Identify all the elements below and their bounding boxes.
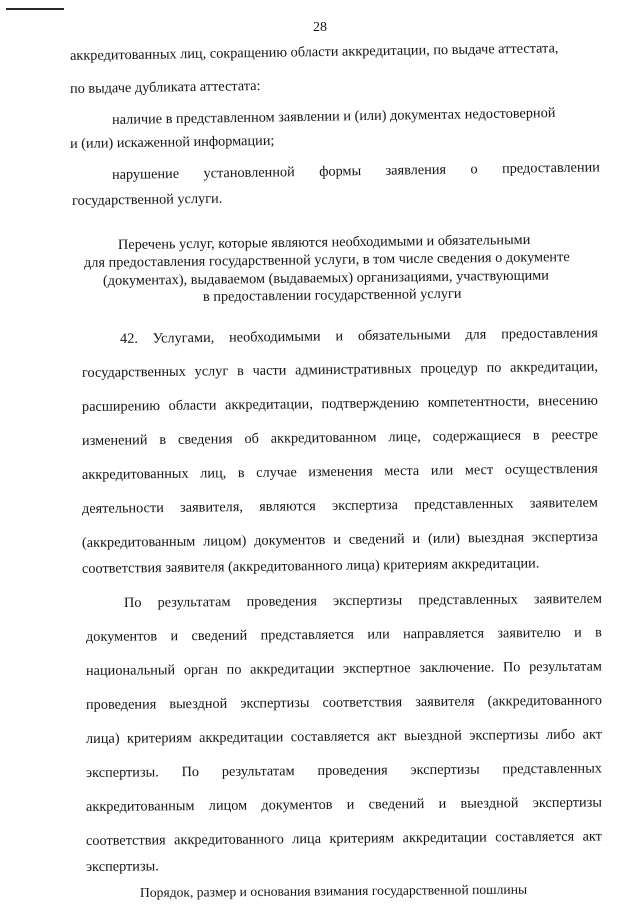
word: выездной bbox=[169, 695, 228, 713]
word: содержащиеся bbox=[432, 427, 522, 445]
word: в bbox=[532, 427, 540, 444]
word: акт bbox=[377, 728, 397, 745]
word: об bbox=[244, 430, 259, 448]
word: аккредитации, bbox=[224, 396, 313, 414]
word: установленной bbox=[203, 164, 295, 182]
word: и bbox=[170, 628, 179, 645]
word: заявителем bbox=[529, 494, 599, 512]
word: сведений bbox=[348, 531, 405, 548]
word: лице, bbox=[388, 428, 421, 446]
word: выездной bbox=[403, 727, 462, 745]
word: экспертизы bbox=[469, 727, 539, 744]
word: выездной bbox=[460, 795, 519, 812]
word: аккредитации bbox=[199, 729, 284, 747]
page-number: 28 bbox=[313, 20, 327, 35]
word: аккредитованных bbox=[81, 465, 189, 483]
word: части bbox=[252, 362, 287, 379]
word: в bbox=[595, 624, 602, 641]
word: представленных bbox=[418, 591, 518, 609]
word: лицом) bbox=[203, 532, 247, 550]
heading-line: (документах), выдаваемом (выдаваемых) организациями, участвующими bbox=[102, 267, 549, 289]
paragraph-line bbox=[82, 426, 598, 450]
word: экспертиза bbox=[531, 528, 598, 546]
word: заключение. bbox=[419, 659, 495, 677]
word: и bbox=[346, 796, 355, 813]
heading-line: Перечень услуг, которые являются необходимыми и обязательными bbox=[117, 231, 531, 253]
list-item-line: и (или) искаженной информации; bbox=[69, 132, 275, 152]
word: (аккредитованным bbox=[81, 533, 196, 551]
heading-line: в предоставлении государственной услуги bbox=[202, 285, 462, 305]
word: проведения bbox=[317, 762, 388, 779]
word: либо bbox=[545, 726, 576, 743]
word: сведений bbox=[191, 627, 248, 645]
word: лиц, bbox=[200, 465, 227, 482]
word: По bbox=[502, 659, 521, 676]
word: заявителя bbox=[415, 693, 475, 711]
word: в bbox=[236, 363, 244, 380]
scan-artifact-line bbox=[6, 8, 64, 10]
paragraph-line bbox=[86, 691, 602, 714]
word: (аккредитованного bbox=[487, 692, 603, 710]
paragraph-line bbox=[120, 324, 598, 348]
word: (или) bbox=[427, 530, 461, 547]
word: о bbox=[470, 161, 478, 178]
word: лицом bbox=[208, 797, 248, 814]
word: области bbox=[168, 397, 217, 414]
word: аккредитованного bbox=[174, 831, 284, 849]
word: или bbox=[367, 626, 390, 643]
paragraph-line bbox=[86, 725, 602, 748]
word: и bbox=[412, 530, 421, 547]
word: аккредитованном bbox=[270, 429, 377, 447]
word: документов bbox=[85, 628, 158, 645]
word: заявления bbox=[385, 161, 447, 179]
heading-line: для предоставления государственной услуги, в том числе сведения о документе bbox=[83, 249, 570, 271]
word: деятельности bbox=[81, 500, 164, 517]
word: изменения bbox=[308, 463, 373, 481]
paragraph-line bbox=[82, 392, 598, 416]
word: внесению bbox=[537, 392, 599, 410]
word: сведений bbox=[368, 796, 425, 813]
word: 42. bbox=[119, 330, 138, 347]
word: или bbox=[430, 462, 454, 479]
word: соответствия bbox=[322, 694, 403, 711]
word: лица) bbox=[85, 730, 120, 747]
word: места bbox=[384, 462, 420, 480]
word: услуг bbox=[194, 363, 229, 380]
word: экспертиза bbox=[331, 497, 399, 514]
paragraph-line bbox=[86, 657, 602, 680]
paragraph-line bbox=[82, 460, 598, 484]
word: для bbox=[465, 326, 487, 343]
word: критериям bbox=[329, 830, 395, 847]
word: результатам bbox=[221, 763, 295, 780]
word: мест bbox=[464, 461, 494, 479]
word: аккредитации bbox=[250, 660, 335, 678]
word: осуществления bbox=[504, 460, 598, 478]
word: изменений bbox=[81, 432, 148, 449]
word: подтверждению bbox=[321, 394, 420, 413]
word: выездная bbox=[467, 529, 525, 547]
word: результатам bbox=[157, 594, 231, 611]
word: заявителю bbox=[497, 624, 561, 642]
word: По bbox=[123, 594, 142, 611]
word: критериям bbox=[126, 730, 192, 747]
word: документов bbox=[254, 532, 326, 549]
word: экспертное bbox=[342, 660, 411, 677]
word: аккредитации, bbox=[510, 358, 598, 376]
word: расширению bbox=[81, 398, 161, 415]
word: и bbox=[574, 624, 582, 641]
word: обязательными bbox=[357, 326, 451, 345]
paragraph-line bbox=[82, 528, 598, 552]
paragraph-line bbox=[82, 358, 598, 382]
word: в bbox=[159, 431, 167, 449]
word: являются bbox=[259, 498, 316, 515]
word: экспертизы bbox=[240, 695, 310, 712]
word: представленных bbox=[502, 760, 602, 778]
word: аккредитованным bbox=[85, 798, 195, 815]
word: составляется bbox=[290, 728, 370, 746]
word: случае bbox=[256, 464, 297, 481]
word: административных bbox=[295, 360, 412, 379]
word: аккредитации bbox=[402, 829, 487, 847]
word: экспертизы bbox=[532, 794, 603, 812]
paragraph-line: аккредитованных лиц, сокращению области аккредитации, по выдаче аттестата, bbox=[69, 40, 559, 64]
list-item-line: наличие в представленном заявлении и (или) документах недостоверной bbox=[111, 105, 556, 128]
word: лица bbox=[292, 830, 322, 848]
word: нарушение bbox=[111, 165, 180, 183]
word: Услугами, bbox=[152, 329, 215, 347]
word: формы bbox=[319, 163, 362, 180]
word: экспертизы. bbox=[85, 764, 159, 781]
list-item-line: государственной услуги. bbox=[71, 190, 223, 209]
paragraph-line bbox=[82, 494, 598, 518]
word: экспертизы bbox=[332, 592, 403, 610]
word: представляется bbox=[260, 626, 354, 644]
paragraph-line: соответствия заявителя (аккредитованного лица) критериям аккредитации. bbox=[81, 555, 540, 577]
word: предоставления bbox=[501, 325, 599, 343]
paragraph-line bbox=[124, 590, 602, 612]
word: заявителя, bbox=[179, 499, 244, 516]
word: процедур bbox=[420, 360, 478, 377]
word: в bbox=[237, 465, 245, 482]
word: представленных bbox=[414, 495, 514, 513]
word: составляется bbox=[495, 828, 575, 846]
word: проведения bbox=[85, 696, 157, 713]
paragraph-line bbox=[86, 759, 602, 782]
word: соответствия bbox=[85, 832, 166, 849]
word: и bbox=[333, 531, 342, 548]
paragraph-line bbox=[86, 793, 602, 816]
word: необходимыми bbox=[229, 328, 321, 346]
word: государственных bbox=[81, 363, 186, 381]
paragraph-line: экспертизы. bbox=[85, 858, 159, 875]
word: сведения bbox=[177, 431, 233, 448]
word: акт bbox=[582, 726, 603, 743]
word: экспертизы bbox=[410, 761, 480, 779]
list-item-line bbox=[112, 158, 600, 184]
word: и bbox=[335, 328, 344, 345]
paragraph-line: по выдаче дубликата аттестата: bbox=[69, 78, 261, 97]
word: документов bbox=[261, 796, 333, 814]
word: по bbox=[486, 359, 502, 377]
paragraph-line bbox=[86, 623, 602, 646]
word: предоставлении bbox=[501, 159, 601, 177]
word: заявителем bbox=[533, 590, 603, 608]
word: компетентности, bbox=[427, 393, 530, 411]
word: направляется bbox=[403, 625, 485, 643]
word: проведения bbox=[246, 593, 317, 610]
word: результатам bbox=[529, 658, 603, 676]
word: по bbox=[226, 661, 242, 678]
word: национальный bbox=[85, 662, 176, 679]
word: По bbox=[181, 764, 200, 781]
word: акт bbox=[582, 828, 602, 845]
paragraph-line bbox=[86, 827, 602, 850]
word: реестре bbox=[551, 426, 599, 444]
word: и bbox=[438, 795, 447, 812]
word: орган bbox=[183, 661, 219, 679]
heading-line: Порядок, размер и основания взимания государственной пошлины bbox=[139, 881, 528, 900]
